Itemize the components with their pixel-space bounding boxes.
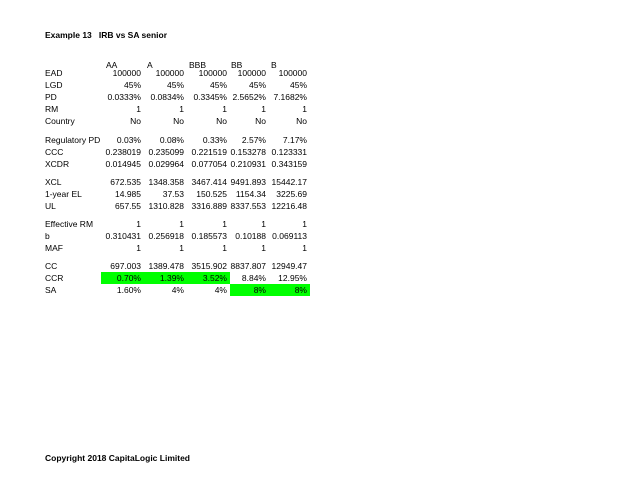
table-cell: 12949.47 bbox=[271, 261, 307, 271]
table-cell: 7.17% bbox=[282, 135, 307, 145]
row-label: CC bbox=[45, 261, 58, 271]
table-cell: 1 bbox=[136, 243, 141, 253]
table-row bbox=[0, 91, 638, 103]
table-cell: 1.39% bbox=[144, 272, 187, 284]
row-label: PD bbox=[45, 92, 57, 102]
table-row bbox=[0, 260, 638, 272]
table-cell: 1 bbox=[261, 243, 266, 253]
table-cell: 0.238019 bbox=[105, 147, 141, 157]
table-cell: 45% bbox=[123, 80, 141, 90]
table-row bbox=[0, 115, 638, 127]
table-cell: No bbox=[130, 116, 141, 126]
table-row bbox=[0, 146, 638, 158]
table-cell: 100000 bbox=[237, 68, 266, 78]
table-cell: 0.123331 bbox=[271, 147, 307, 157]
row-label: UL bbox=[45, 201, 56, 211]
table-cell: 4% bbox=[171, 285, 184, 295]
row-label: Country bbox=[45, 116, 75, 126]
table-cell: 8837.807 bbox=[230, 261, 266, 271]
table-cell: 1 bbox=[136, 219, 141, 229]
table-row bbox=[0, 272, 638, 284]
table-cell: 45% bbox=[289, 80, 307, 90]
table-cell: 0.185573 bbox=[191, 231, 227, 241]
table-cell: 8% bbox=[269, 284, 310, 296]
table-cell: 1154.34 bbox=[235, 189, 266, 199]
table-cell: 0.33% bbox=[202, 135, 227, 145]
table-cell: 0.029964 bbox=[148, 159, 184, 169]
table-cell: 0.03% bbox=[116, 135, 141, 145]
row-label: SA bbox=[45, 285, 57, 295]
table-cell: 2.5652% bbox=[232, 92, 266, 102]
row-label: CCR bbox=[45, 273, 64, 283]
row-label: XCL bbox=[45, 177, 62, 187]
table-cell: 45% bbox=[248, 80, 266, 90]
table-cell: 672.535 bbox=[110, 177, 141, 187]
table-cell: 0.235099 bbox=[148, 147, 184, 157]
table-cell: 0.014945 bbox=[105, 159, 141, 169]
table-row bbox=[0, 242, 638, 254]
table-cell: 0.310431 bbox=[105, 231, 141, 241]
table-cell: 4% bbox=[214, 285, 227, 295]
table-cell: 1 bbox=[261, 104, 266, 114]
row-label: Regulatory PD bbox=[45, 135, 101, 145]
table-cell: 1 bbox=[302, 104, 307, 114]
table-cell: 0.70% bbox=[101, 272, 144, 284]
table-cell: 1310.828 bbox=[148, 201, 184, 211]
table-cell: 14.985 bbox=[115, 189, 141, 199]
table-row bbox=[0, 176, 638, 188]
table-cell: 45% bbox=[166, 80, 184, 90]
table-cell: 100000 bbox=[198, 68, 227, 78]
table-row bbox=[0, 188, 638, 200]
table-cell: 1 bbox=[136, 104, 141, 114]
table-cell: 2.57% bbox=[241, 135, 266, 145]
row-label: CCC bbox=[45, 147, 64, 157]
table-cell: No bbox=[296, 116, 307, 126]
table-cell: 0.069113 bbox=[272, 231, 307, 241]
column-header-b: B bbox=[271, 60, 277, 70]
table-cell: 1 bbox=[179, 104, 184, 114]
table-cell: 1348.358 bbox=[148, 177, 184, 187]
copyright-footer: Copyright 2018 CapitaLogic Limited bbox=[45, 453, 190, 463]
table-cell: 12216.48 bbox=[271, 201, 307, 211]
table-cell: 0.10188 bbox=[235, 231, 266, 241]
table-cell: 8.84% bbox=[241, 273, 266, 283]
table-cell: 0.077054 bbox=[191, 159, 227, 169]
table-cell: 100000 bbox=[278, 68, 307, 78]
row-label: Effective RM bbox=[45, 219, 94, 229]
table-cell: 1 bbox=[179, 243, 184, 253]
table-cell: 9491.893 bbox=[230, 177, 266, 187]
column-header-a: A bbox=[147, 60, 153, 70]
table-row bbox=[0, 218, 638, 230]
table-row bbox=[0, 67, 638, 79]
table-cell: No bbox=[255, 116, 266, 126]
table-row bbox=[0, 103, 638, 115]
table-cell: 1 bbox=[302, 243, 307, 253]
table-cell: 100000 bbox=[112, 68, 141, 78]
row-label: EAD bbox=[45, 68, 63, 78]
row-label: XCDR bbox=[45, 159, 70, 169]
table-cell: 7.1682% bbox=[273, 92, 307, 102]
row-label: 1-year EL bbox=[45, 189, 82, 199]
table-cell: 3467.414 bbox=[191, 177, 227, 187]
table-row bbox=[0, 134, 638, 146]
table-cell: 1 bbox=[222, 104, 227, 114]
table-cell: 37.53 bbox=[162, 189, 184, 199]
table-row bbox=[0, 230, 638, 242]
table-cell: 0.08% bbox=[159, 135, 184, 145]
table-cell: No bbox=[216, 116, 227, 126]
table-cell: 1 bbox=[179, 219, 184, 229]
table-cell: 0.343159 bbox=[271, 159, 307, 169]
column-header-bbb: BBB bbox=[189, 60, 207, 70]
table-row bbox=[0, 284, 638, 296]
table-cell: 657.55 bbox=[115, 201, 141, 211]
table-cell: 1 bbox=[302, 219, 307, 229]
table-cell: 1 bbox=[222, 243, 227, 253]
table-cell: 100000 bbox=[155, 68, 184, 78]
table-cell: 0.3345% bbox=[193, 92, 227, 102]
table-cell: 8% bbox=[230, 284, 269, 296]
column-header-aa: AA bbox=[106, 60, 118, 70]
table-cell: 1389.478 bbox=[148, 261, 184, 271]
table-cell: 0.256918 bbox=[148, 231, 184, 241]
table-cell: 697.003 bbox=[110, 261, 141, 271]
table-cell: 3316.889 bbox=[191, 201, 227, 211]
table-cell: 3225.69 bbox=[276, 189, 307, 199]
table-cell: 3.52% bbox=[187, 272, 230, 284]
table-cell: 3515.902 bbox=[191, 261, 227, 271]
table-cell: 0.153278 bbox=[230, 147, 266, 157]
table-cell: 12.95% bbox=[278, 273, 307, 283]
table-cell: 150.525 bbox=[196, 189, 227, 199]
table-cell: 1.60% bbox=[116, 285, 141, 295]
row-label: MAF bbox=[45, 243, 63, 253]
column-header-bb: BB bbox=[231, 60, 243, 70]
row-label: b bbox=[45, 231, 50, 241]
table-cell: No bbox=[173, 116, 184, 126]
row-label: LGD bbox=[45, 80, 63, 90]
table-cell: 1 bbox=[222, 219, 227, 229]
table-row bbox=[0, 79, 638, 91]
table-cell: 0.0333% bbox=[107, 92, 141, 102]
table-cell: 0.210931 bbox=[230, 159, 266, 169]
table-cell: 45% bbox=[209, 80, 227, 90]
table-cell: 1 bbox=[261, 219, 266, 229]
table-row bbox=[0, 200, 638, 212]
page-title: Example 13 IRB vs SA senior bbox=[45, 30, 168, 40]
table-cell: 0.0834% bbox=[150, 92, 184, 102]
table-cell: 0.221519 bbox=[191, 147, 227, 157]
table-cell: 8337.553 bbox=[230, 201, 266, 211]
table-row bbox=[0, 158, 638, 170]
row-label: RM bbox=[45, 104, 59, 114]
table-cell: 15442.17 bbox=[271, 177, 307, 187]
